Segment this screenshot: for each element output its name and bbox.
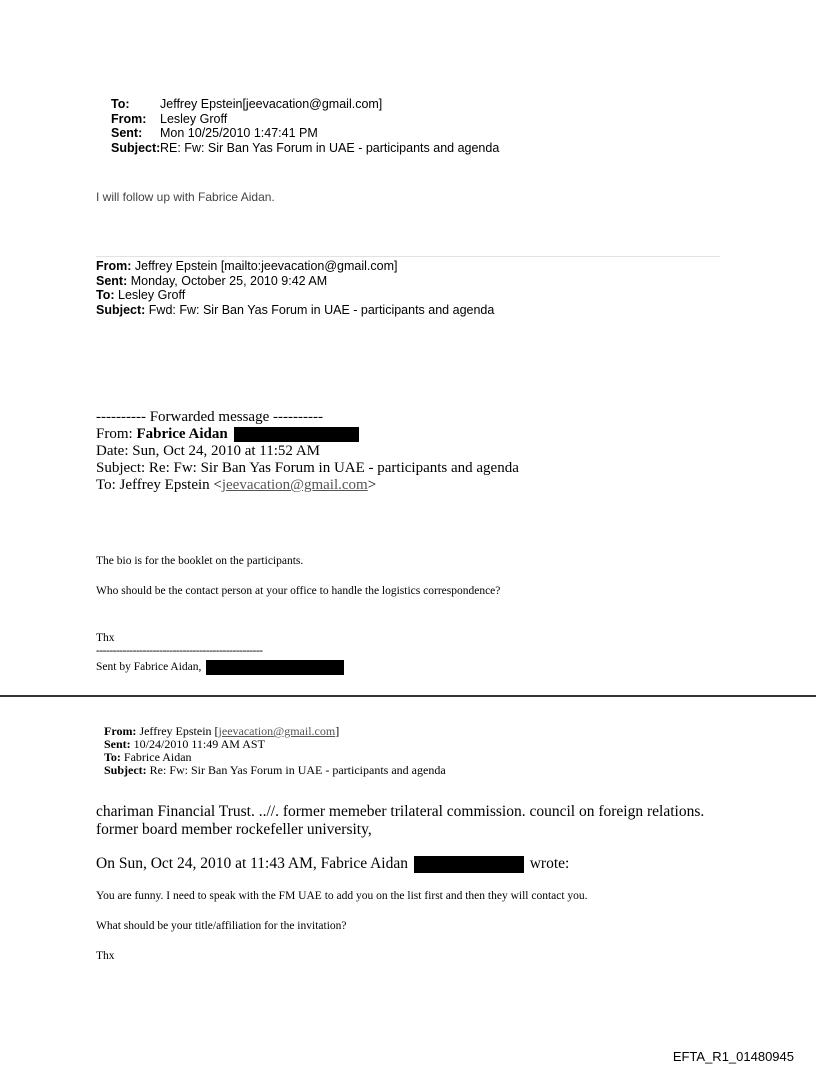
from-name: Jeffrey Epstein [ — [139, 724, 219, 738]
subject-label: Subject: — [96, 302, 146, 317]
body-line: former board member rockefeller university, — [96, 821, 372, 838]
forward-from-name: Fabrice Aidan — [136, 426, 228, 442]
body-thx: Thx — [96, 632, 115, 644]
document-id: EFTA_R1_01480945 — [672, 1049, 794, 1064]
sent-value: 10/24/2010 11:49 AM AST — [133, 737, 265, 751]
to-value: Lesley Groff — [118, 288, 186, 302]
sent-value: Mon 10/25/2010 1:47:41 PM — [160, 126, 318, 140]
forward-from-row — [96, 426, 519, 443]
from-label: From: — [111, 111, 147, 126]
header-to-row — [111, 97, 499, 112]
forward-to-row — [96, 477, 519, 494]
header-subject-row — [111, 141, 499, 156]
wrote-suffix: wrote: — [529, 855, 570, 872]
body-line: You are funny. I need to speak with the FM UAE to add you on the list first and then they will contact you. — [96, 890, 588, 902]
sent-label: Sent: — [104, 737, 131, 751]
to-label: To: — [111, 97, 130, 111]
subject-value: Re: Fw: Sir Ban Yas Forum in UAE - participants and agenda — [149, 763, 446, 777]
forward-date: Date: Sun, Oct 24, 2010 at 11:52 AM — [96, 443, 321, 459]
email-header-3 — [104, 725, 446, 777]
body-line: The bio is for the booklet on the participants. — [96, 555, 304, 567]
redaction-box — [234, 427, 359, 442]
body-line: What should be your title/affiliation for the invitation? — [96, 920, 347, 932]
header2-subject-row — [96, 303, 494, 318]
divider-dark — [0, 695, 816, 697]
subject-value: RE: Fw: Sir Ban Yas Forum in UAE - participants and agenda — [160, 140, 500, 155]
to-label: To: — [96, 288, 115, 302]
wrote-prefix: On Sun, Oct 24, 2010 at 11:43 AM, Fabrice Aidan — [96, 855, 408, 872]
reply-text: I will follow up with Fabrice Aidan. — [96, 190, 275, 204]
email-link[interactable]: jeevacation@gmail.com — [221, 477, 368, 493]
header-sent-row — [111, 126, 499, 141]
email-link[interactable]: jeevacation@gmail.com — [218, 724, 336, 738]
subject-label: Subject: — [111, 140, 161, 155]
from-label: From: — [96, 259, 132, 273]
sent-label: Sent: — [111, 126, 143, 140]
header2-from-row — [96, 259, 494, 274]
from-value: Lesley Groff — [160, 111, 228, 126]
body-line: Who should be the contact person at your office to handle the logistics correspondence? — [96, 585, 501, 597]
signature-dashes: -------------------------------------------------- — [96, 645, 263, 657]
sent-value: Monday, October 25, 2010 9:42 AM — [130, 273, 328, 288]
subject-value: Fwd: Fw: Sir Ban Yas Forum in UAE - participants and agenda — [148, 302, 495, 317]
to-value: Jeffrey Epstein[jeevacation@gmail.com] — [160, 97, 383, 111]
email-header-1 — [111, 97, 499, 155]
body-line: chariman Financial Trust. ..//. former memeber trilateral commission. council on foreign relations. — [96, 803, 705, 820]
header2-sent-row — [96, 274, 494, 289]
forward-separator: ---------- Forwarded message ---------- — [96, 409, 323, 425]
forwarded-message — [96, 409, 519, 494]
forward-to-label: To: Jeffrey Epstein < — [96, 477, 222, 493]
header-from-row — [111, 112, 499, 127]
redaction-box — [414, 856, 524, 873]
sent-label: Sent: — [96, 273, 128, 288]
redaction-box — [206, 660, 344, 675]
email-header-2 — [96, 259, 494, 317]
sent-by-text: Sent by Fabrice Aidan, — [96, 661, 202, 674]
from-close: ] — [335, 724, 340, 738]
to-label: To: — [104, 750, 121, 764]
header2-to-row — [96, 288, 494, 303]
from-value: Jeffrey Epstein [mailto:jeevacation@gmail.com] — [134, 259, 398, 273]
forward-from-label: From: — [96, 426, 133, 442]
divider-light — [96, 256, 720, 257]
to-value: Fabrice Aidan — [123, 750, 192, 764]
sent-by-row — [96, 660, 344, 675]
from-label: From: — [104, 724, 137, 738]
wrote-row — [96, 855, 569, 873]
body-thx: Thx — [96, 950, 115, 962]
header3-subject-row — [104, 764, 446, 777]
subject-label: Subject: — [104, 763, 147, 777]
forward-subject: Subject: Re: Fw: Sir Ban Yas Forum in UAE - participants and agenda — [96, 460, 519, 476]
forward-to-close: > — [367, 477, 377, 493]
